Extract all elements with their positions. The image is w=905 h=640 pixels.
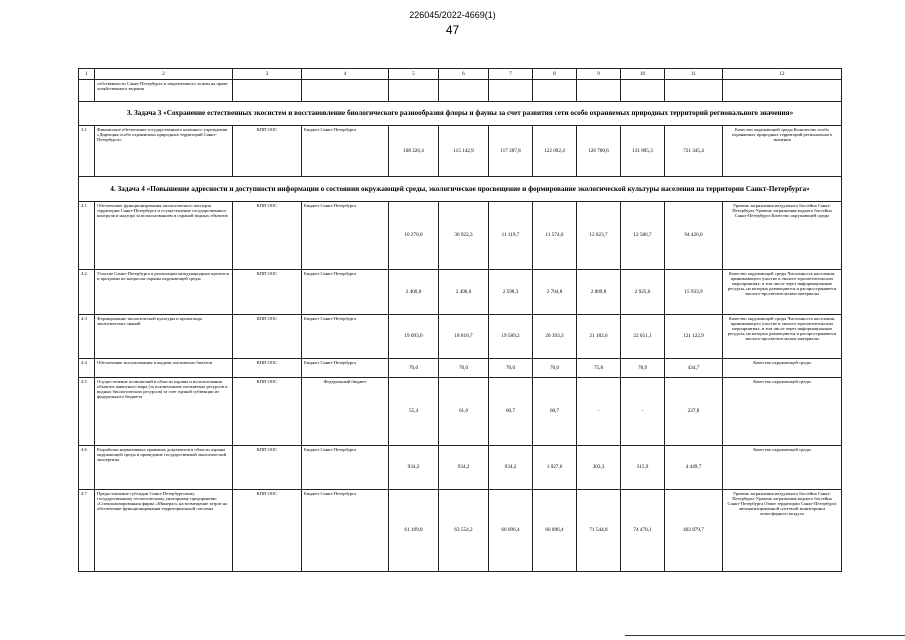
table-row <box>79 202 842 270</box>
row-value: 61 109,8 <box>389 490 439 572</box>
row-value: 19 589,2 <box>489 315 533 359</box>
row-value: 36 922,3 <box>439 202 489 270</box>
row-result: Качество окружающей среды Численность населения, принимающего участие в эколого-просветительских мероприятиях, в том числе через информационные ресурсы, на которых размещаются и распространяются эколого-просветительские материалы <box>723 315 842 359</box>
row-value: 19 093,0 <box>389 315 439 359</box>
row-name: Осуществление полномочий в области охраны и использования объектов животного мира (за исключением охотничьих ресурсов и водных биологических ресурсов) за счет единой субвенции из федерального бюджета <box>95 378 233 446</box>
row-number: 4.4 <box>79 359 95 378</box>
row-value: 63 554,2 <box>439 490 489 572</box>
row-value: 60,7 <box>489 378 533 446</box>
row-source: Бюджет Санкт-Петербурга <box>302 270 389 315</box>
row-value: 122 092,4 <box>533 126 577 177</box>
row-value: 126 700,6 <box>577 126 621 177</box>
row-number: 4.1 <box>79 202 95 270</box>
row-total: 402 879,7 <box>665 490 723 572</box>
row-result: Качество окружающей среды <box>723 359 842 378</box>
row-value: 115 142,9 <box>439 126 489 177</box>
row-executor: КПП ООС <box>233 126 302 177</box>
row-value: 2 925,0 <box>621 270 665 315</box>
row-name: Финансовое обеспечение государственного казенного учреждения «Дирекция особо охраняемых природных территорий Санкт-Петербурга» <box>95 126 233 177</box>
column-number: 7 <box>489 69 533 80</box>
row-number: 4.7 <box>79 490 95 572</box>
table-row <box>79 359 842 378</box>
table-row <box>79 126 842 177</box>
row-value: 66 096,4 <box>533 490 577 572</box>
row-value: 2 496,0 <box>439 270 489 315</box>
row-name: Разработка нормативных правовых документов в области охраны окружающей среды и проведение государственной экологической экспертизы <box>95 446 233 490</box>
row-result: Уровень загрязнения воздушного бассейна Санкт-Петербурга Уровень загрязнения водного бассейна Санкт-Петербурга Качество окружающей среды <box>723 202 842 270</box>
row-total: 94 426,0 <box>665 202 723 270</box>
row-executor: КПП ООС <box>233 202 302 270</box>
row-value: 18 816,7 <box>439 315 489 359</box>
row-value: 2 704,8 <box>533 270 577 315</box>
footer-rule <box>625 635 905 636</box>
table-row <box>79 446 842 490</box>
table-row <box>79 378 842 446</box>
column-number: 10 <box>621 69 665 80</box>
row-value: 61,0 <box>439 378 489 446</box>
row-value: 55,4 <box>389 378 439 446</box>
row-name: Предоставление субсидии Санкт-Петербургскому государственному геологическому унитарному предприятию «Специализированная фирма «Минерал» на возмещение затрат на обеспечение функционирования территориальной системы <box>95 490 233 572</box>
row-value: 66 096,4 <box>489 490 533 572</box>
row-value: 70,0 <box>439 359 489 378</box>
row-executor: КПП ООС <box>233 270 302 315</box>
row-value: - <box>577 378 621 446</box>
row-number: 4.3 <box>79 315 95 359</box>
row-result: Уровень загрязнения воздушного бассейна Санкт-Петербурга Уровень загрязнения водного бассейна Санкт-Петербурга Охват территории Санкт-Петербурга автоматизированной системой мониторинга атмосферного воздуха <box>723 490 842 572</box>
row-executor: КПП ООС <box>233 446 302 490</box>
row-result: Качество окружающей среды Численность населения, принимающего участие в эколого-просветительских мероприятиях, в том числе через информационные ресурсы, на которых размещаются и распространяются эколого-просветительские материалы <box>723 270 842 315</box>
column-number-row <box>79 69 842 80</box>
column-number: 1 <box>79 69 95 80</box>
row-number: 4.6 <box>79 446 95 490</box>
row-value: 2 809,8 <box>577 270 621 315</box>
row-value: 934,2 <box>439 446 489 490</box>
row-number: 4.5 <box>79 378 95 446</box>
section-3-title: 3. Задача 3 «Сохранение естественных экосистем и восстановление биологического разнообразия флоры и фауны за счет развития сети особо охраняемых природных территорий регионального значения» <box>79 102 842 126</box>
column-number: 11 <box>665 69 723 80</box>
row-total: 237,8 <box>665 378 723 446</box>
row-value: 75,8 <box>577 359 621 378</box>
row-value: 131 895,3 <box>621 126 665 177</box>
row-value: 2 400,0 <box>389 270 439 315</box>
row-number: 4.2 <box>79 270 95 315</box>
row-source: Бюджет Санкт-Петербурга <box>302 446 389 490</box>
row-value: 78,9 <box>621 359 665 378</box>
row-total: 4 449,7 <box>665 446 723 490</box>
row-value: 70,0 <box>533 359 577 378</box>
column-number: 9 <box>577 69 621 80</box>
row-value: 10 270,0 <box>389 202 439 270</box>
row-executor: КПП ООС <box>233 359 302 378</box>
row-value: 108 226,4 <box>389 126 439 177</box>
row-value: 117 287,8 <box>489 126 533 177</box>
row-value: 20 393,3 <box>533 315 577 359</box>
column-number: 6 <box>439 69 489 80</box>
column-number: 4 <box>302 69 389 80</box>
row-total: 434,7 <box>665 359 723 378</box>
row-value: 12 023,7 <box>577 202 621 270</box>
row-value: 70,0 <box>389 359 439 378</box>
program-table <box>78 68 842 572</box>
row-result: Качество окружающей среды Количество особо охраняемых природных территорий регионального значения <box>723 126 842 177</box>
row-result: Качество окружающей среды <box>723 378 842 446</box>
row-name: Обеспечение использования и выдачи охотничьих билетов <box>95 359 233 378</box>
row-source: Федеральный бюджет <box>302 378 389 446</box>
table-row <box>79 270 842 315</box>
column-number: 12 <box>723 69 842 80</box>
page-number: 47 <box>445 23 460 37</box>
row-value: 934,2 <box>389 446 439 490</box>
row-source: Бюджет Санкт-Петербурга <box>302 359 389 378</box>
row-value: 60,7 <box>533 378 577 446</box>
row-name: Обеспечение функционирования экологического паспорта территории Санкт-Петербурга и осуществление государственного контроля и надзора за использованием и охраной водных объектов <box>95 202 233 270</box>
table-row <box>79 315 842 359</box>
section-4-title: 4. Задача 4 «Повышение адресности и доступности информации о состоянии окружающей среды, экологическое просвещение и формирование экологической культуры населения на территории Санкт-Петербурга» <box>79 177 842 202</box>
row-result: Качество окружающей среды <box>723 446 842 490</box>
section-4-row <box>79 177 842 202</box>
row-source: Бюджет Санкт-Петербурга <box>302 126 389 177</box>
row-name: Формирование экологической культуры и пропаганда экологических знаний <box>95 315 233 359</box>
row-value: 21 182,6 <box>577 315 621 359</box>
document-code: 226045/2022-4669(1) <box>409 10 496 20</box>
row-value: 303,3 <box>577 446 621 490</box>
row-value: 934,2 <box>489 446 533 490</box>
row-value: 22 051,1 <box>621 315 665 359</box>
column-number: 3 <box>233 69 302 80</box>
column-number: 8 <box>533 69 577 80</box>
row-number: 3.1 <box>79 126 95 177</box>
row-source: Бюджет Санкт-Петербурга <box>302 490 389 572</box>
row-value: 12 586,7 <box>621 202 665 270</box>
continued-row <box>79 80 842 102</box>
row-value: 71 544,8 <box>577 490 621 572</box>
row-total: 721 345,4 <box>665 126 723 177</box>
table-row <box>79 490 842 572</box>
continued-text: собственности Санкт-Петербурга и закрепленного за ним на праве хозяйственного ведения <box>95 80 233 102</box>
row-value: 74 478,1 <box>621 490 665 572</box>
row-total: 15 933,9 <box>665 270 723 315</box>
row-value: - <box>621 378 665 446</box>
row-value: 11 119,7 <box>489 202 533 270</box>
row-source: Бюджет Санкт-Петербурга <box>302 315 389 359</box>
row-value: 11 574,6 <box>533 202 577 270</box>
row-value: 1 027,6 <box>533 446 577 490</box>
row-name: Участие Санкт-Петербурга в реализации международных проектов и программ по вопросам охраны окружающей среды <box>95 270 233 315</box>
row-value: 70,0 <box>489 359 533 378</box>
column-number: 5 <box>389 69 439 80</box>
row-executor: КПП ООС <box>233 315 302 359</box>
row-executor: КПП ООС <box>233 490 302 572</box>
column-number: 2 <box>95 69 233 80</box>
row-value: 315,9 <box>621 446 665 490</box>
row-value: 2 598,3 <box>489 270 533 315</box>
row-source: Бюджет Санкт-Петербурга <box>302 202 389 270</box>
row-total: 121 122,9 <box>665 315 723 359</box>
section-3-row <box>79 102 842 126</box>
row-executor: КПП ООС <box>233 378 302 446</box>
